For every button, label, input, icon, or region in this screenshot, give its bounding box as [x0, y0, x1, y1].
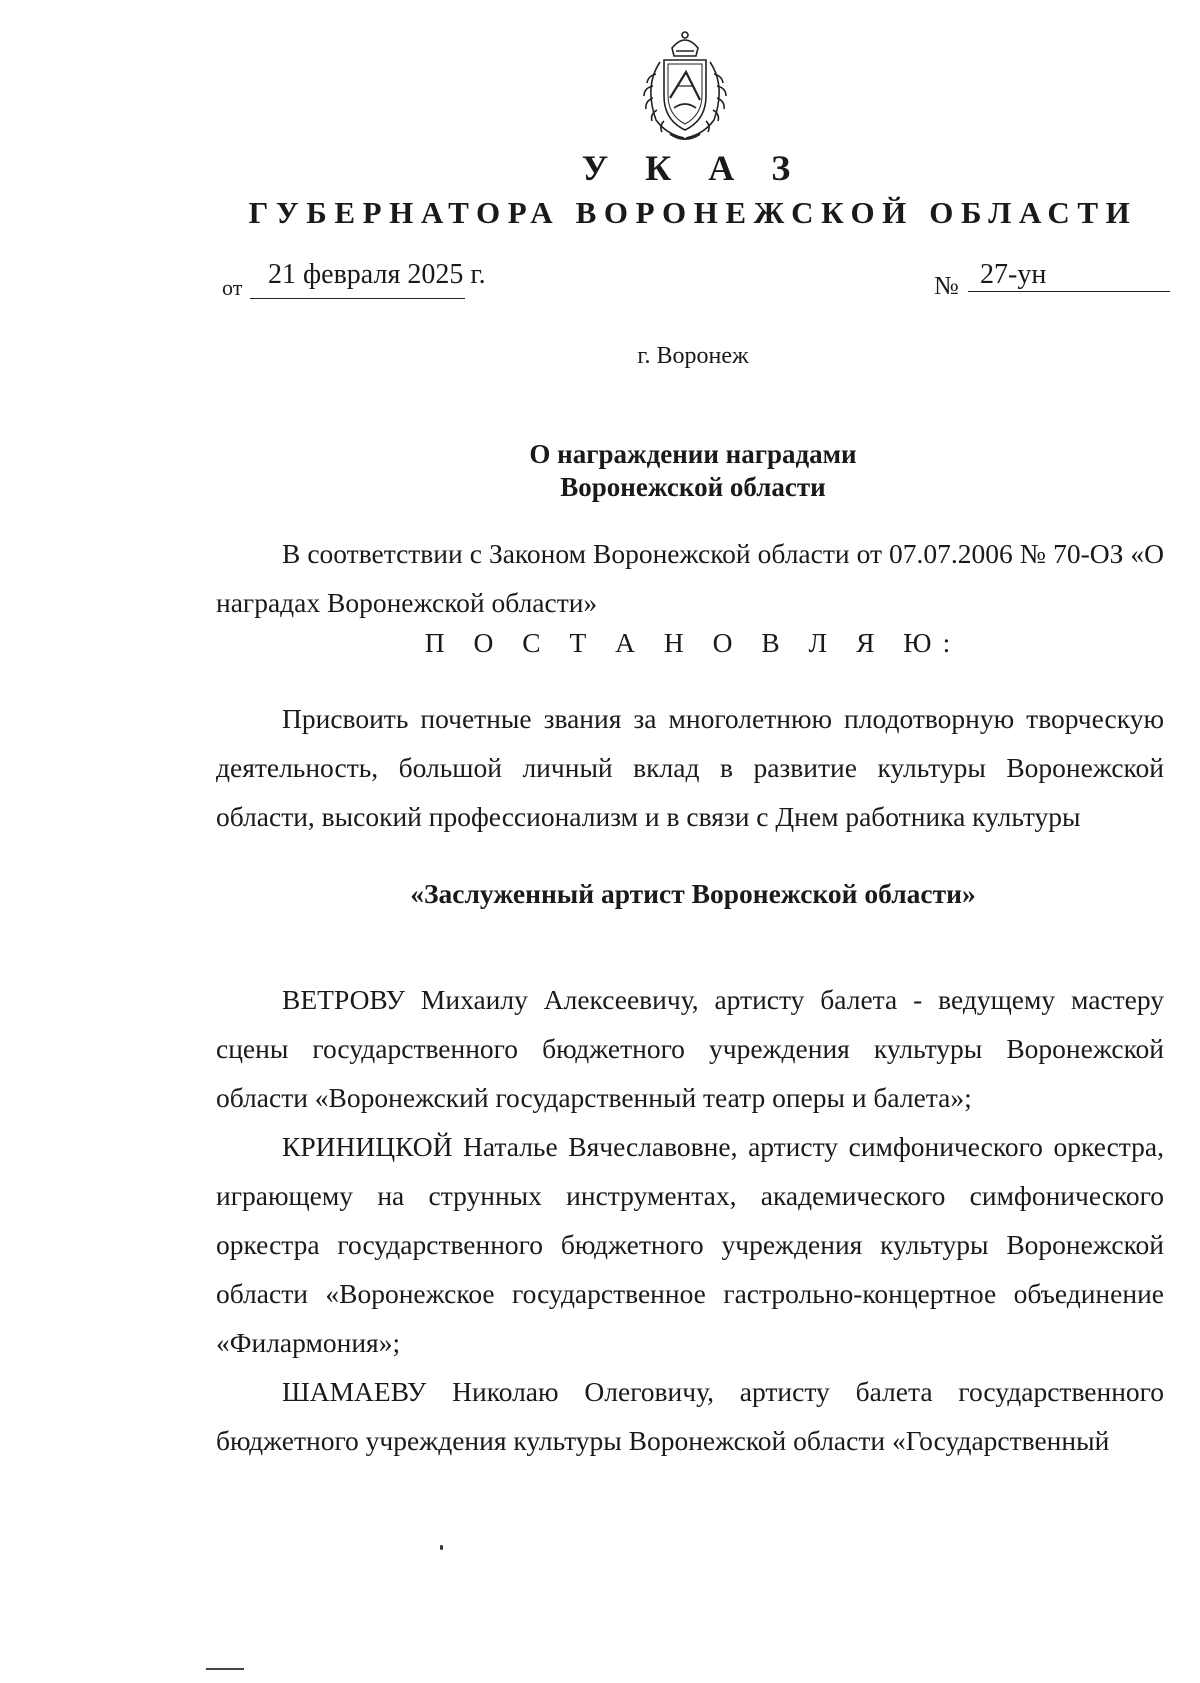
decree-word: П О С Т А Н О В Л Я Ю: [424, 627, 962, 658]
number-prefix: № [934, 271, 959, 300]
subject-line-2: Воронежской области [560, 472, 826, 502]
awardee-paragraph: КРИНИЦКОЙ Наталье Вячеславовне, артисту симфонического оркестра, играющему на струнных инструментах, академического симфонического оркестра государственного бюджетного учреждения культуры Воронежской области «Воронежское государственное гастрольно-концертное объединение «Филармония»; [216, 1131, 1164, 1358]
date-underline [250, 298, 465, 299]
document-subject [0, 438, 1200, 504]
scan-speck [440, 1545, 443, 1550]
document-date: 21 февраля 2025 г. [268, 259, 486, 290]
document-number: 27-ун [980, 259, 1047, 290]
subject-line-1: О награждении наградами [529, 439, 857, 469]
preamble-paragraph: В соответствии с Законом Воронежской области от 07.07.2006 № 70-ОЗ «О наградах Воронежской области» [216, 538, 1164, 618]
date-prefix: от [222, 275, 243, 300]
resolution-block [216, 694, 1164, 841]
resolution-paragraph: Присвоить почетные звания за многолетнюю плодотворную творческую деятельность, большой личный вклад в развитие культуры Воронежской области, высокий профессионализм и в связи с Днем работника культуры [216, 703, 1164, 832]
issuer-title: ГУБЕРНАТОРА ВОРОНЕЖСКОЙ ОБЛАСТИ [248, 195, 1138, 230]
preamble-block [216, 529, 1164, 627]
awardee-paragraph: ШАМАЕВУ Николаю Олеговичу, артисту балета государственного бюджетного учреждения культуры Воронежской области «Государственный [216, 1376, 1164, 1456]
awardee-paragraph: ВЕТРОВУ Михаилу Алексеевичу, артисту балета - ведущему мастеру сцены государственного бюджетного учреждения культуры Воронежской области «Воронежский государственный театр оперы и балета»; [216, 984, 1164, 1113]
city: г. Воронеж [637, 343, 749, 369]
awardees-list [216, 975, 1164, 1465]
document-type-title: У К А З [581, 148, 805, 188]
coat-of-arms-icon [626, 28, 744, 146]
honor-title: «Заслуженный артист Воронежской области» [410, 878, 976, 909]
scan-mark [206, 1668, 244, 1670]
